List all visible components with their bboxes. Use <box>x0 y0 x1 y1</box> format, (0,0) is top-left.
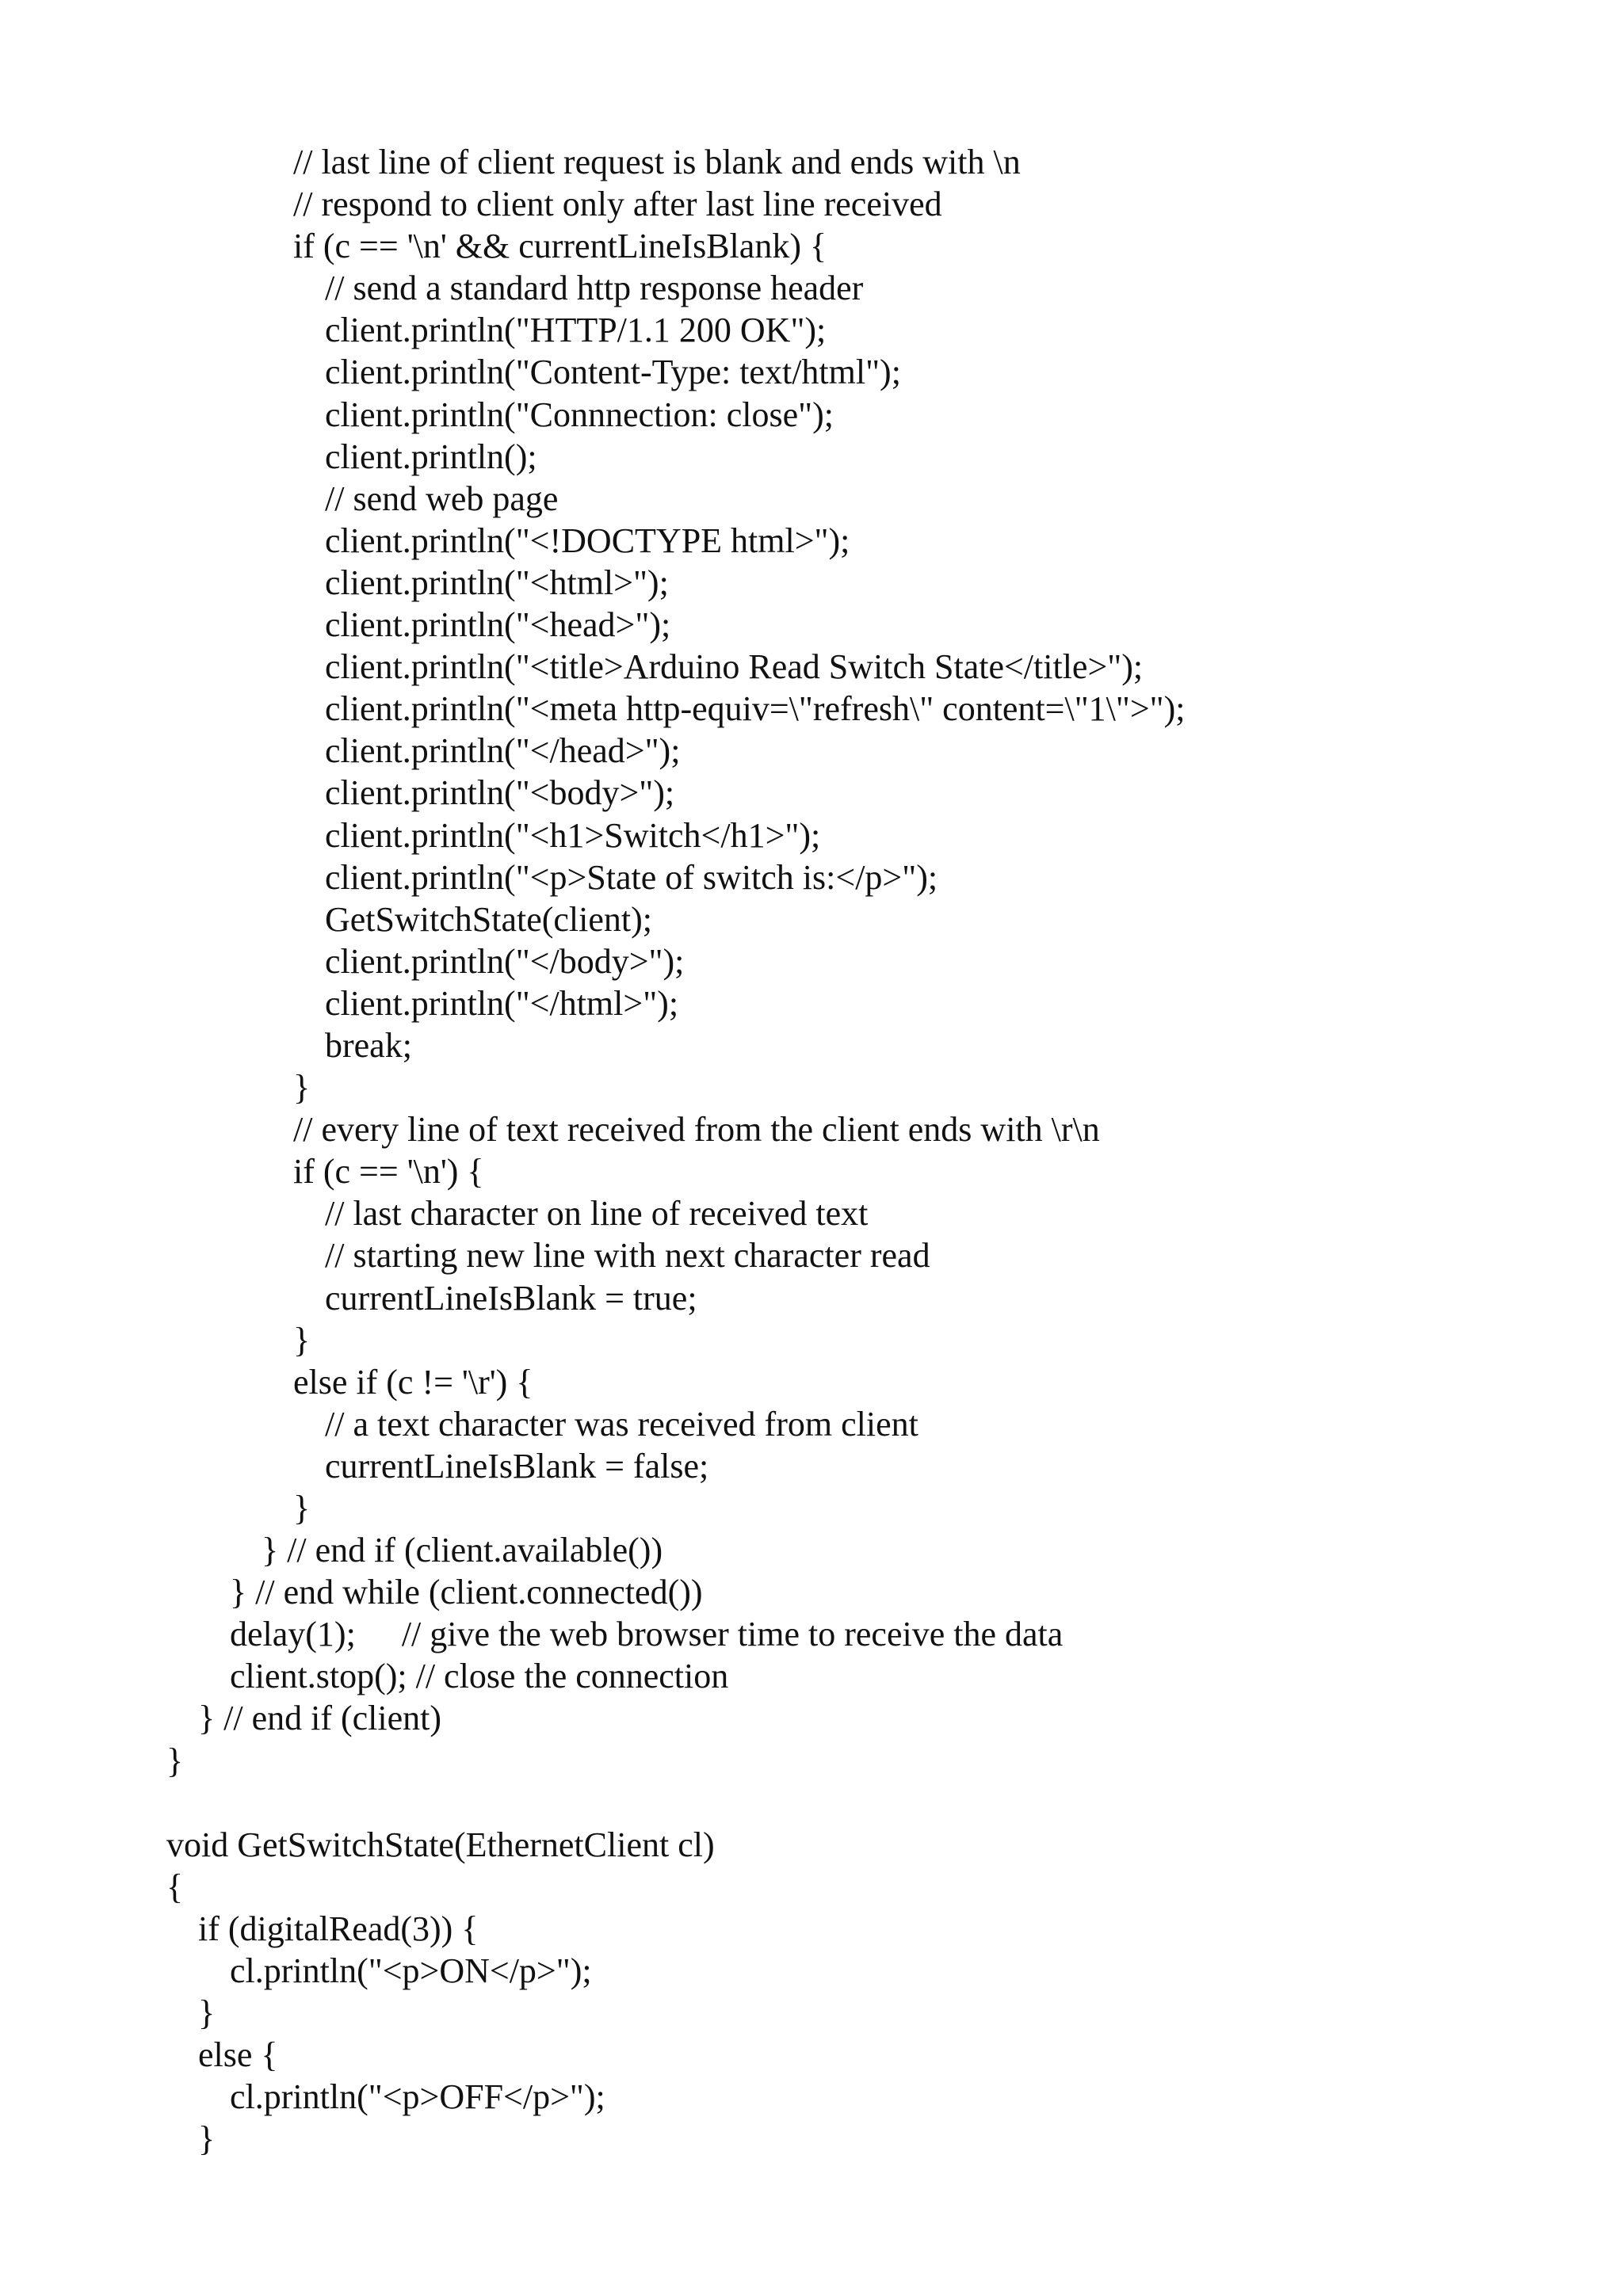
code-text: { <box>166 1867 184 1906</box>
code-line <box>166 1066 1593 1108</box>
code-line <box>166 1571 1593 1613</box>
code-line <box>166 1950 1593 1992</box>
code-line <box>166 1361 1593 1403</box>
code-text: if (c == '\n') { <box>293 1152 484 1192</box>
code-text: // a text character was received from client <box>325 1404 918 1444</box>
code-text: client.println(); <box>325 437 537 476</box>
code-line <box>166 1992 1593 2034</box>
code-text: client.println("Content-Type: text/html"); <box>325 353 901 392</box>
code-text: // every line of text received from the client ends with \r\n <box>293 1110 1100 1150</box>
code-text: client.println("</body>"); <box>325 941 685 981</box>
code-text: client.println("</head>"); <box>325 731 681 771</box>
code-text: if (digitalRead(3)) { <box>198 1909 479 1948</box>
code-text: // send web page <box>325 479 559 518</box>
code-text: client.println("</html>"); <box>325 983 679 1023</box>
code-text: client.stop(); // close the connection <box>230 1657 729 1696</box>
code-text: // last line of client request is blank and ends with \n <box>293 143 1021 181</box>
code-text: currentLineIsBlank = false; <box>325 1446 709 1486</box>
code-text: } // end while (client.connected()) <box>230 1573 703 1612</box>
code-line <box>166 1403 1593 1445</box>
code-text: cl.println("<p>OFF</p>"); <box>230 2077 605 2117</box>
code-line <box>166 1866 1593 1908</box>
code-text: } <box>293 1320 311 1360</box>
code-line <box>166 1908 1593 1950</box>
code-line <box>166 478 1593 520</box>
code-listing <box>166 141 1593 2161</box>
code-line <box>166 1697 1593 1739</box>
code-comment: // give the web browser time to receive the data <box>401 1615 1064 1654</box>
code-text: client.println("<head>"); <box>325 605 671 645</box>
code-line <box>166 1740 1593 1782</box>
code-line <box>166 688 1593 730</box>
code-line <box>166 814 1593 856</box>
code-line <box>166 1487 1593 1529</box>
code-text: client.println("<h1>Switch</h1>"); <box>325 815 821 855</box>
code-text: // respond to client only after last line received <box>293 185 942 224</box>
code-line <box>166 982 1593 1024</box>
code-text: GetSwitchState(client); <box>325 899 652 939</box>
code-text: client.println("Connnection: close"); <box>325 395 834 434</box>
code-text: client.println("<p>State of switch is:</p>"); <box>325 857 938 897</box>
code-line <box>166 562 1593 604</box>
code-line <box>166 2118 1593 2160</box>
code-line <box>166 267 1593 309</box>
code-line <box>166 2034 1593 2076</box>
code-text: } // end if (client) <box>198 1699 442 1738</box>
code-text: } <box>293 1489 311 1527</box>
code-line <box>166 1824 1593 1866</box>
code-line <box>166 1234 1593 1276</box>
code-text: client.println("<title>Arduino Read Switch State</title>"); <box>325 647 1144 687</box>
code-line <box>166 730 1593 772</box>
code-text: delay(1); <box>230 1615 356 1654</box>
code-line <box>166 1613 1593 1655</box>
code-line <box>166 1192 1593 1234</box>
code-text: client.println("<!DOCTYPE html>"); <box>325 521 850 560</box>
code-text: } <box>166 1741 184 1780</box>
code-line <box>166 436 1593 478</box>
code-text: client.println("<html>"); <box>325 563 669 602</box>
code-text: } <box>198 2119 216 2159</box>
code-line <box>166 1782 1593 1824</box>
code-line <box>166 1024 1593 1066</box>
code-line <box>166 940 1593 982</box>
code-text: break; <box>325 1025 412 1065</box>
code-text: // send a standard http response header <box>325 269 864 308</box>
code-line <box>166 309 1593 351</box>
code-line <box>166 394 1593 436</box>
code-line <box>166 141 1593 183</box>
code-text: if (c == '\n' && currentLineIsBlank) { <box>293 227 827 266</box>
code-text: // last character on line of received text <box>325 1194 869 1234</box>
code-text: } // end if (client.available()) <box>262 1531 663 1570</box>
code-line <box>166 225 1593 267</box>
code-text: client.println("<meta http-equiv=\"refresh\" content=\"1\">"); <box>325 689 1186 729</box>
code-line <box>166 1445 1593 1487</box>
code-line <box>166 1150 1593 1192</box>
code-text: currentLineIsBlank = true; <box>325 1278 697 1318</box>
code-text: client.println("<body>"); <box>325 773 675 813</box>
code-line <box>166 1529 1593 1571</box>
code-line <box>166 898 1593 940</box>
code-line <box>166 604 1593 646</box>
code-text: } <box>198 1993 216 2033</box>
code-text: cl.println("<p>ON</p>"); <box>230 1951 592 1991</box>
code-line <box>166 856 1593 898</box>
code-line <box>166 351 1593 393</box>
code-line <box>166 183 1593 225</box>
code-line <box>166 1108 1593 1150</box>
code-text: else { <box>198 2035 278 2075</box>
code-line <box>166 1277 1593 1319</box>
code-text: client.println("HTTP/1.1 200 OK"); <box>325 311 827 350</box>
code-text: // starting new line with next character read <box>325 1236 930 1276</box>
code-line <box>166 2076 1593 2118</box>
code-line <box>166 646 1593 688</box>
code-line <box>166 520 1593 562</box>
code-text: } <box>293 1068 311 1108</box>
code-line <box>166 1319 1593 1361</box>
code-text: else if (c != '\r') { <box>293 1362 533 1402</box>
code-line <box>166 1655 1593 1697</box>
code-text: void GetSwitchState(EthernetClient cl) <box>166 1825 715 1864</box>
code-line <box>166 772 1593 814</box>
